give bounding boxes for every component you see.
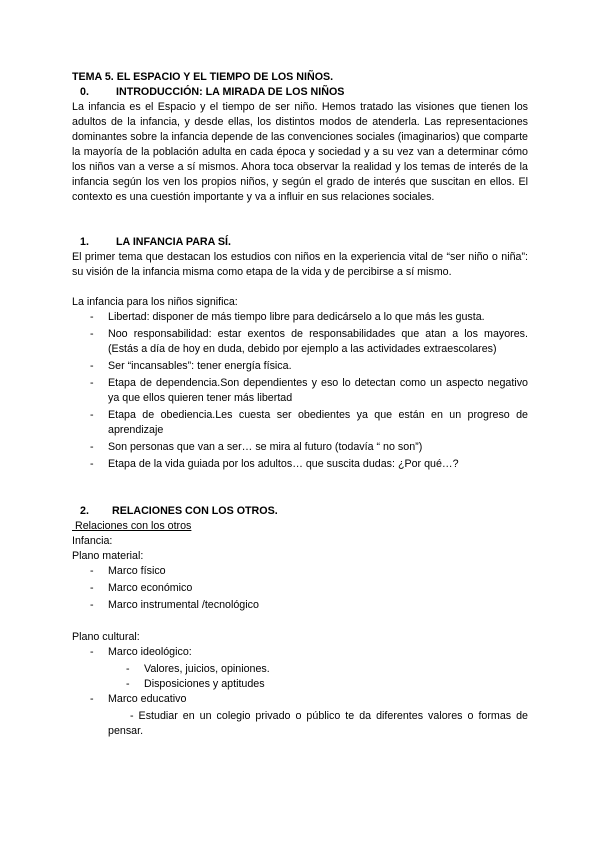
section2-heading xyxy=(72,504,528,519)
section1-heading-text: LA INFANCIA PARA SÍ. xyxy=(116,236,231,248)
section1-list-intro: La infancia para los niños significa: xyxy=(72,296,238,308)
intro-number: 0. xyxy=(80,86,89,98)
intro-heading xyxy=(72,85,528,100)
section1-list xyxy=(72,310,528,472)
list-item: - Disposiciones y aptitudes xyxy=(126,678,265,690)
list-item: - Etapa de dependencia.Son dependientes y eso lo detectan como un aspecto negativo ya que ellos quieren tener más libertad xyxy=(90,377,528,404)
section2-number: 2. xyxy=(80,505,89,517)
section1-paragraph: El primer tema que destacan los estudios con niños en la experiencia vital de “ser niño o niña”: su visión de la infancia misma como etapa de la vida y de percibirse a sí mismo. xyxy=(72,251,528,278)
list-item: - Valores, juicios, opiniones. xyxy=(126,663,270,675)
intro-heading-text: INTRODUCCIÓN: LA MIRADA DE LOS NIÑOS xyxy=(116,86,345,98)
section1-number: 1. xyxy=(80,236,89,248)
list-item: - Noo responsabilidad: estar exentos de responsabilidades que atan a los mayores. (Estás a día de hoy en duda, debido por ejemplo a las actividades extraescolares) xyxy=(90,328,528,355)
list-item: - Marco ideológico: xyxy=(90,646,192,658)
educativo-list xyxy=(72,692,528,707)
list-item: - Marco económico xyxy=(90,582,193,594)
list-item: - Etapa de obediencia.Les cuesta ser obedientes ya que están en un progreso de aprendizaje xyxy=(90,409,528,436)
plano-cultural-label: Plano cultural: xyxy=(72,631,140,643)
educativo-text: - Estudiar en un colegio privado o público te da diferentes valores o formas de pensar. xyxy=(108,710,528,737)
material-list xyxy=(72,564,528,613)
section1-heading xyxy=(72,235,528,250)
list-item: - Son personas que van a ser… se mira al futuro (todavía “ no son”) xyxy=(90,441,423,453)
section2-subheading: Relaciones con los otros xyxy=(72,520,192,532)
list-item: - Marco instrumental /tecnológico xyxy=(90,599,259,611)
list-item: - Libertad: disponer de más tiempo libre para dedicárselo a lo que más les gusta. xyxy=(90,311,485,323)
cultural-list xyxy=(72,645,528,660)
document-page xyxy=(72,70,528,739)
infancia-label: Infancia: xyxy=(72,535,113,547)
intro-paragraph: La infancia es el Espacio y el tiempo de ser niño. Hemos tratado las visiones que tienen los adultos de la infancia, y desde ellas, los distintos modos de atenderla. Las representaciones dominantes sobre la infancia depende de las convenciones sociales (imaginarios) que comparte la mayoría de la población adulta en cada época y sociedad y a su vez van a determinar cómo los niños van a verse a sí mismos. Ahora toca observar la realidad y los temas de interés de la infancia según los ven los propios niños, y según el grado de interés que suscitan en ellos. El contexto es una cuestión importante y va a influir en sus relaciones sociales. xyxy=(72,101,528,203)
list-item: - Marco físico xyxy=(90,565,166,577)
section2-heading-text: RELACIONES CON LOS OTROS. xyxy=(112,505,278,517)
document-title: TEMA 5. EL ESPACIO Y EL TIEMPO DE LOS NIÑOS. xyxy=(72,71,334,83)
ideologico-list xyxy=(72,662,528,692)
list-item: - Ser “incansables”: tener energía física. xyxy=(90,360,292,372)
list-item: - Marco educativo xyxy=(90,693,187,705)
plano-material-label: Plano material: xyxy=(72,550,144,562)
list-item: - Etapa de la vida guiada por los adultos… que suscita dudas: ¿Por qué…? xyxy=(90,458,459,470)
